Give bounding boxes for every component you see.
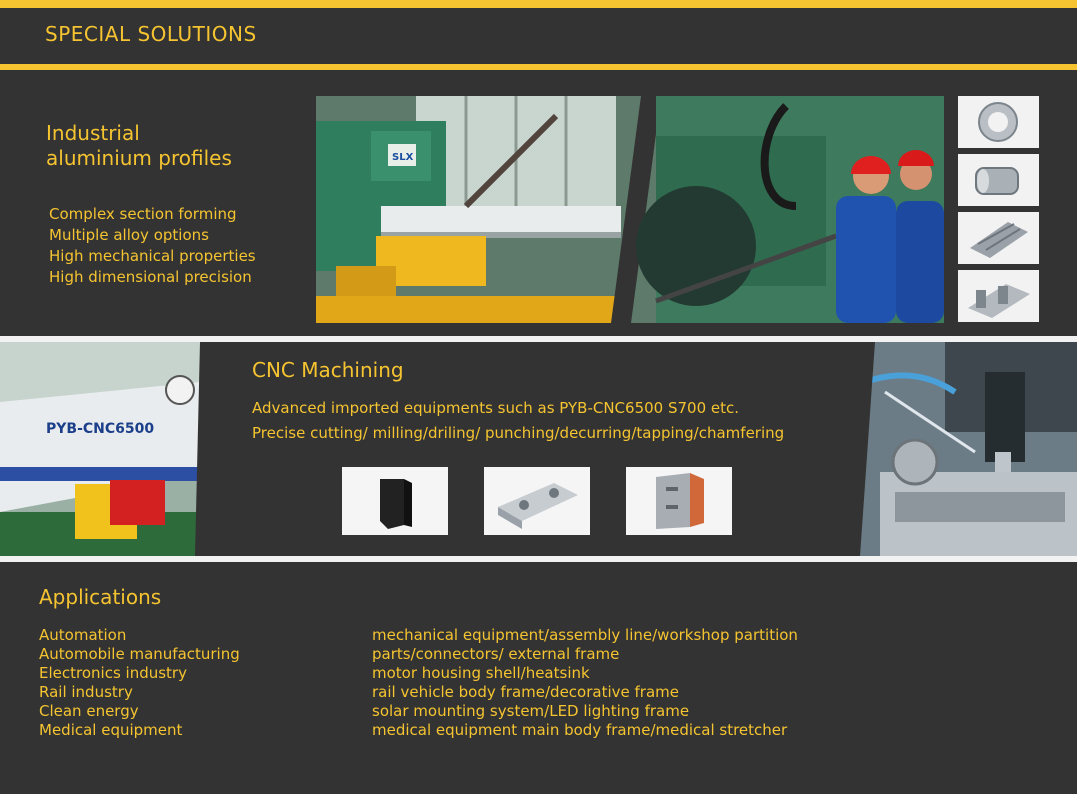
- profile-thumbnails: [958, 96, 1039, 328]
- cnc-equipment-text: Advanced imported equipments such as PYB-CNC6500 S700 etc.: [252, 399, 740, 417]
- feature-item: High dimensional precision: [49, 268, 252, 286]
- cnc-machine-label: PYB-CNC6500: [46, 421, 155, 437]
- profiles-feature-list: [49, 204, 256, 288]
- profile-thumbnail: [958, 154, 1039, 206]
- feature-item: Complex section forming: [49, 205, 237, 223]
- industries-list: [39, 626, 240, 740]
- part-thumbnail: [342, 467, 448, 535]
- feature-item: Multiple alloy options: [49, 226, 209, 244]
- profiles-heading-line2: aluminium profiles: [46, 146, 232, 170]
- cnc-machine-photo: [0, 342, 240, 556]
- use-item: solar mounting system/LED lighting frame: [372, 702, 690, 720]
- part-thumbnail: [626, 467, 732, 535]
- industry-item: Electronics industry: [39, 664, 187, 682]
- page-title: SPECIAL SOLUTIONS: [45, 22, 257, 46]
- use-item: parts/connectors/ external frame: [372, 645, 620, 663]
- industry-item: Automobile manufacturing: [39, 645, 240, 663]
- profiles-heading-line1: Industrial: [46, 121, 140, 145]
- profile-thumbnail: [958, 96, 1039, 148]
- cnc-heading: CNC Machining: [252, 358, 404, 382]
- extrusion-photo-collage: [316, 96, 944, 323]
- use-item: motor housing shell/heatsink: [372, 664, 590, 682]
- milling-photo: [835, 342, 1077, 556]
- applications-heading: Applications: [39, 585, 162, 609]
- title-underline-bar: [0, 64, 1077, 70]
- industry-item: Automation: [39, 626, 127, 644]
- extrusion-press-photo: [316, 96, 944, 323]
- part-thumbnail: [484, 467, 590, 535]
- profile-thumbnail: [958, 212, 1039, 264]
- industry-item: Rail industry: [39, 683, 133, 701]
- use-item: rail vehicle body frame/decorative frame: [372, 683, 679, 701]
- industry-item: Clean energy: [39, 702, 139, 720]
- use-item: medical equipment main body frame/medical stretcher: [372, 721, 788, 739]
- cnc-band-bottom-border: [0, 556, 1077, 562]
- industry-item: Medical equipment: [39, 721, 183, 739]
- use-item: mechanical equipment/assembly line/workshop partition: [372, 626, 798, 644]
- uses-list: [372, 626, 798, 740]
- profiles-heading: [46, 121, 232, 171]
- feature-item: High mechanical properties: [49, 247, 256, 265]
- cnc-processes-text: Precise cutting/ milling/driling/ punching/decurring/tapping/chamfering: [252, 424, 785, 442]
- press-brand-label: SLX: [392, 152, 414, 163]
- profile-thumbnail: [958, 270, 1039, 322]
- top-accent-bar: [0, 0, 1077, 8]
